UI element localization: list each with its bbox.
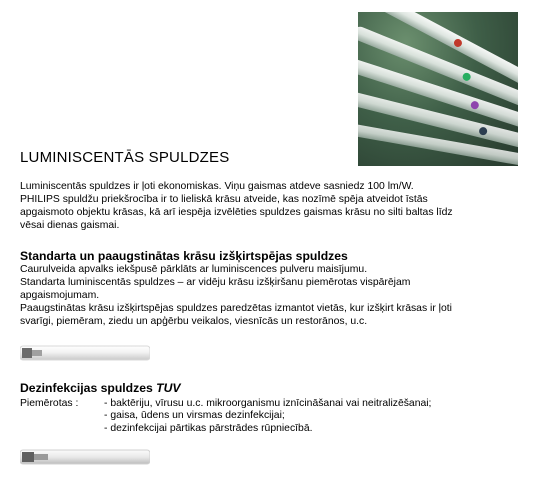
applications-list bbox=[104, 398, 524, 435]
section-heading-standard: Standarta un paaugstinātas krāsu izšķirtspējas spuldzes bbox=[20, 249, 348, 263]
section1-text-3a: Paaugstinātas krāsu izšķirtspējas spuldzes paredzētas izmantot vietās, kur izšķirt krāsas ir ļoti bbox=[20, 303, 452, 314]
section-heading-tuv-prefix: Dezinfekcijas spuldzes bbox=[20, 381, 157, 395]
standard-tube-icon bbox=[20, 344, 150, 362]
applications-label: Piemērotas : bbox=[20, 398, 79, 409]
intro-line-2: PHILIPS spuldžu priekšrocība ir to lieliskā krāsu atveide, kas nozīmē spēja atveidot īstās bbox=[20, 194, 428, 205]
intro-line-3: apgaismoto objektu krāsas, kā arī iespēja izvēlēties spuldzes gaismas krāsu no silti baltas līdz bbox=[20, 207, 453, 218]
intro-line-1: Luminiscentās spuldzes ir ļoti ekonomiskas. Viņu gaismas atdeve sasniedz 100 lm/W. bbox=[20, 181, 414, 192]
section1-text-1: Caurulveida apvalks iekšpusē pārklāts ar luminiscences pulveru maisījumu. bbox=[20, 264, 368, 275]
page-title: LUMINISCENTĀS SPULDZES bbox=[20, 149, 230, 166]
fluorescent-tubes-photo bbox=[358, 12, 518, 166]
tuv-tube-icon bbox=[20, 448, 150, 466]
list-item: - gaisa, ūdens un virsmas dezinfekcijai; bbox=[104, 410, 285, 422]
section1-text-2a: Standarta luminiscentās spuldzes – ar vidēju krāsu izšķiršanu piemērotas vispārējam bbox=[20, 277, 411, 288]
standard-tube-image bbox=[20, 344, 150, 362]
intro-line-4: vēsai dienas gaismai. bbox=[20, 220, 120, 231]
section1-text-3b: svarīgi, piemēram, ziedu un apģērbu veikalos, viesnīcās un restorānos, u.c. bbox=[20, 316, 368, 327]
tuv-tube-image bbox=[20, 448, 150, 466]
list-item: - baktēriju, vīrusu u.c. mikroorganismu iznīcināšanai vai neitralizēšanai; bbox=[104, 398, 432, 409]
tubes-illustration bbox=[358, 12, 518, 166]
section-heading-tuv-italic: TUV bbox=[156, 381, 181, 395]
list-item: - dezinfekcijai pārtikas pārstrādes rūpniecībā. bbox=[104, 422, 313, 434]
section-heading-tuv bbox=[20, 381, 181, 395]
section1-text-2b: apgaismojumam. bbox=[20, 290, 100, 301]
